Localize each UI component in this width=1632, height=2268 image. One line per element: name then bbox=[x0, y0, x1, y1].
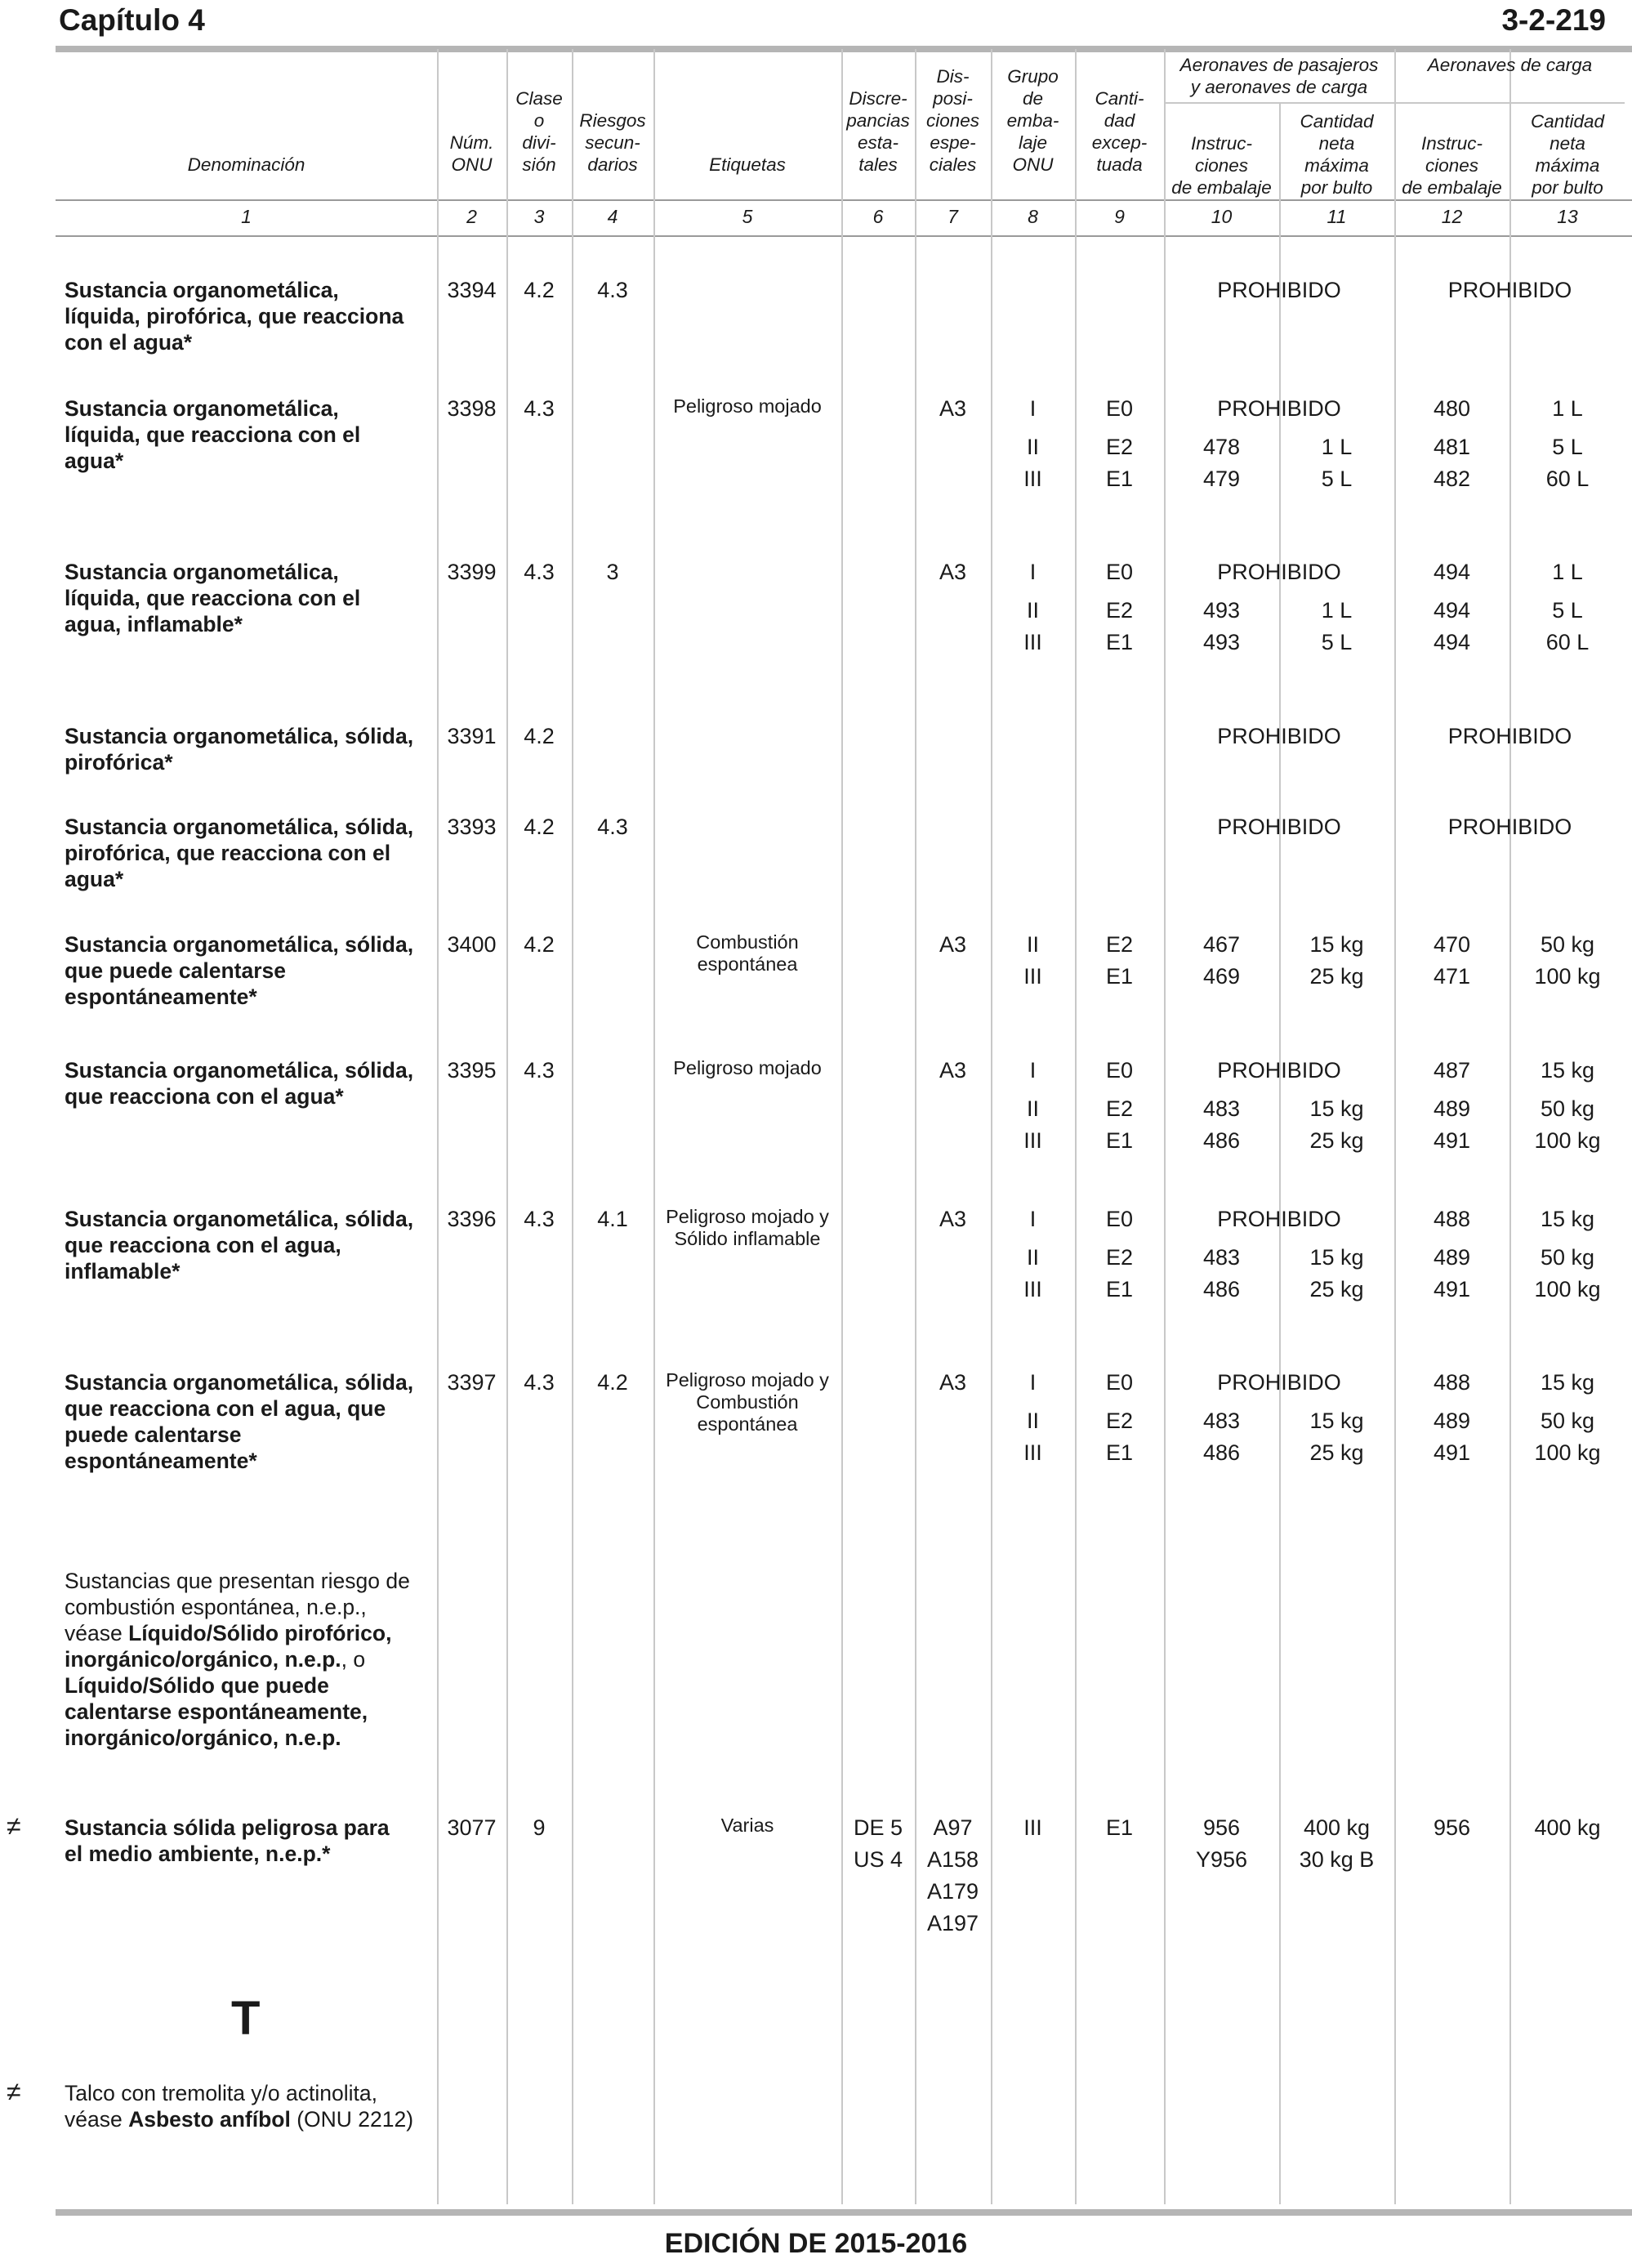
pax-packing-instruction: 493 bbox=[1202, 630, 1241, 654]
state-variation: DE 5 bbox=[853, 1815, 903, 1840]
substance-name: Sustancia organometálica, sólida, bbox=[65, 815, 414, 839]
column-number: 3 bbox=[533, 206, 545, 227]
excepted-quantity: E1 bbox=[1105, 1277, 1134, 1301]
un-number: 3400 bbox=[447, 932, 497, 957]
header-cargo-instrucciones: ciones bbox=[1425, 155, 1479, 176]
pax-packing-instruction: 483 bbox=[1202, 1409, 1241, 1433]
edition-footer: EDICIÓN DE 2015-2016 bbox=[664, 2228, 968, 2259]
header-etiquetas: Etiquetas bbox=[709, 154, 786, 175]
pax-packing-instruction: 483 bbox=[1202, 1245, 1241, 1270]
excepted-quantity: E1 bbox=[1105, 630, 1134, 654]
excepted-quantity: E0 bbox=[1105, 560, 1134, 584]
substance-name: Sustancia organometálica, bbox=[65, 560, 339, 584]
cargo-packing-instruction: 489 bbox=[1433, 1096, 1471, 1121]
substance-name: agua, inflamable* bbox=[65, 612, 243, 636]
pax-max-net-quantity: 15 kg bbox=[1309, 1409, 1364, 1433]
talc-link: Asbesto anfíbol bbox=[128, 2107, 291, 2132]
header-grupo-embalaje: emba- bbox=[1006, 110, 1059, 131]
hazard-label: Peligroso mojado bbox=[673, 1057, 822, 1078]
subsidiary-risk: 4.1 bbox=[597, 1207, 628, 1231]
packing-group: III bbox=[1023, 630, 1042, 654]
cargo-packing-instruction: 491 bbox=[1433, 1277, 1471, 1301]
header-pax-cantidad: por bulto bbox=[1300, 177, 1373, 198]
header-pax-instrucciones: Instruc- bbox=[1190, 133, 1252, 154]
cargo-max-net-quantity: 60 L bbox=[1545, 630, 1590, 654]
cargo-max-net-quantity: 5 L bbox=[1552, 598, 1583, 623]
cargo-packing-instruction: 471 bbox=[1433, 964, 1471, 989]
class-division: 4.3 bbox=[524, 1207, 555, 1231]
cargo-packing-instruction: 470 bbox=[1433, 932, 1471, 957]
substance-name: con el agua* bbox=[65, 330, 193, 355]
pax-packing-instruction: 469 bbox=[1202, 964, 1241, 989]
cargo-packing-instruction: 487 bbox=[1433, 1058, 1471, 1083]
packing-group: III bbox=[1023, 1277, 1042, 1301]
header-pax-group: Aeronaves de pasajeros bbox=[1179, 55, 1379, 75]
cargo-packing-instruction: 491 bbox=[1433, 1440, 1471, 1465]
hazard-label: espontánea bbox=[697, 953, 798, 975]
header-discrepancias: Discre- bbox=[849, 88, 907, 109]
column-number: 7 bbox=[948, 206, 958, 227]
ref-note-link: calentarse espontáneamente, bbox=[65, 1699, 368, 1724]
pax-packing-instruction: 493 bbox=[1202, 598, 1241, 623]
hazard-label: Sólido inflamable bbox=[674, 1228, 821, 1249]
ref-note-line: combustión espontánea, n.e.p., bbox=[65, 1595, 367, 1619]
pax-packing-instruction: 486 bbox=[1202, 1128, 1241, 1153]
pax-max-net-quantity: 5 L bbox=[1321, 630, 1353, 654]
cargo-max-net-quantity: 50 kg bbox=[1540, 1409, 1595, 1433]
talc-line: Talco con tremolita y/o actinolita, bbox=[65, 2081, 377, 2105]
header-cargo-instrucciones: de embalaje bbox=[1402, 177, 1502, 198]
change-mark: ≠ bbox=[7, 2077, 21, 2106]
cargo-max-net-quantity: 400 kg bbox=[1534, 1815, 1601, 1840]
header-pax-instrucciones: ciones bbox=[1194, 155, 1249, 176]
pax-packing-instruction: 956 bbox=[1202, 1815, 1241, 1840]
hazard-label: Peligroso mojado y bbox=[666, 1369, 829, 1391]
header-cantidad-exceptuada: tuada bbox=[1096, 154, 1143, 175]
class-division: 9 bbox=[533, 1815, 546, 1840]
cargo-max-net-quantity: 50 kg bbox=[1540, 1096, 1595, 1121]
cargo-max-net-quantity: 15 kg bbox=[1540, 1207, 1595, 1231]
substance-name: que reacciona con el agua, bbox=[65, 1233, 341, 1257]
header-pax-instrucciones: de embalaje bbox=[1171, 177, 1272, 198]
pax-max-net-quantity: 400 kg bbox=[1303, 1815, 1371, 1840]
substance-name: Sustancia organometálica, bbox=[65, 396, 339, 421]
cargo-max-net-quantity: 100 kg bbox=[1534, 1440, 1601, 1465]
header-clase: o bbox=[533, 110, 545, 131]
header-discrepancias: pancias bbox=[846, 110, 910, 131]
table-vline bbox=[841, 235, 843, 2204]
excepted-quantity: E2 bbox=[1105, 1409, 1134, 1433]
header-num-onu: Núm. bbox=[449, 132, 494, 153]
header-num-onu: ONU bbox=[451, 154, 493, 175]
hazard-label: Varias bbox=[720, 1815, 774, 1836]
cargo-packing-instruction: 488 bbox=[1433, 1207, 1471, 1231]
excepted-quantity: E1 bbox=[1105, 1815, 1134, 1840]
header-cargo-cantidad: neta bbox=[1550, 133, 1585, 154]
header-riesgos: darios bbox=[587, 154, 638, 175]
packing-group: III bbox=[1023, 1440, 1042, 1465]
special-provision: A3 bbox=[939, 932, 967, 957]
header-pax-group: y aeronaves de carga bbox=[1190, 77, 1368, 97]
ref-note-link: inorgánico/orgánico, n.e.p. bbox=[65, 1726, 341, 1750]
pax-max-net-quantity: 15 kg bbox=[1309, 1245, 1364, 1270]
un-number: 3395 bbox=[447, 1058, 497, 1083]
chapter-title: Capítulo 4 bbox=[59, 3, 205, 37]
header-cargo-cantidad: máxima bbox=[1535, 155, 1600, 176]
hazard-label: Peligroso mojado y bbox=[666, 1206, 829, 1227]
substance-name: líquida, que reacciona con el bbox=[65, 422, 361, 447]
excepted-quantity: E2 bbox=[1105, 435, 1134, 459]
packing-group: II bbox=[1026, 598, 1039, 623]
header-discrepancias: esta- bbox=[857, 132, 899, 153]
header-denominacion: Denominación bbox=[187, 154, 305, 175]
subsidiary-risk: 4.3 bbox=[597, 278, 628, 302]
column-number: 1 bbox=[241, 206, 252, 227]
page-number: 3-2-219 bbox=[1501, 3, 1606, 37]
pax-packing-instruction: 486 bbox=[1202, 1440, 1241, 1465]
pax-packing-instruction: 479 bbox=[1202, 467, 1241, 491]
header-riesgos: secun- bbox=[585, 132, 640, 153]
header-disposiciones: ciones bbox=[925, 110, 980, 131]
un-number: 3399 bbox=[447, 560, 497, 584]
talc-text: véase bbox=[65, 2107, 129, 2132]
un-number: 3398 bbox=[447, 396, 497, 421]
pax-packing-instruction: 483 bbox=[1202, 1096, 1241, 1121]
packing-group: II bbox=[1026, 932, 1039, 957]
cargo-prohibited: PROHIBIDO bbox=[1447, 724, 1572, 748]
excepted-quantity: E1 bbox=[1105, 1440, 1134, 1465]
special-provision: A3 bbox=[939, 1058, 967, 1083]
un-number: 3077 bbox=[447, 1815, 497, 1840]
substance-name: espontáneamente* bbox=[65, 1449, 257, 1473]
class-division: 4.3 bbox=[524, 396, 555, 421]
excepted-quantity: E0 bbox=[1105, 396, 1134, 421]
ref-note-line: Sustancias que presentan riesgo de bbox=[65, 1569, 410, 1593]
pax-max-net-quantity: 25 kg bbox=[1309, 1440, 1364, 1465]
class-division: 4.2 bbox=[524, 932, 555, 957]
column-number: 12 bbox=[1441, 206, 1463, 227]
substance-name: líquida, pirofórica, que reacciona bbox=[65, 304, 404, 328]
substance-name: pirofórica* bbox=[65, 750, 173, 775]
substance-name: Sustancia organometálica, sólida, bbox=[65, 932, 414, 957]
header-disposiciones: posi- bbox=[933, 88, 973, 109]
pax-prohibited: PROHIBIDO bbox=[1217, 1207, 1341, 1231]
pax-prohibited: PROHIBIDO bbox=[1217, 1058, 1341, 1083]
pax-prohibited: PROHIBIDO bbox=[1217, 815, 1341, 839]
cargo-packing-instruction: 491 bbox=[1433, 1128, 1471, 1153]
cargo-packing-instruction: 481 bbox=[1433, 435, 1471, 459]
pax-packing-instruction: 467 bbox=[1202, 932, 1241, 957]
cargo-max-net-quantity: 60 L bbox=[1545, 467, 1590, 491]
substance-name: puede calentarse bbox=[65, 1422, 242, 1447]
special-provision: A197 bbox=[926, 1911, 979, 1935]
substance-name: que puede calentarse bbox=[65, 958, 286, 983]
cargo-max-net-quantity: 100 kg bbox=[1534, 964, 1601, 989]
pax-prohibited: PROHIBIDO bbox=[1217, 278, 1341, 302]
header-cargo-instrucciones: Instruc- bbox=[1420, 133, 1483, 154]
un-number: 3391 bbox=[447, 724, 497, 748]
cargo-packing-instruction: 489 bbox=[1433, 1409, 1471, 1433]
header-grupo-embalaje: ONU bbox=[1012, 154, 1054, 175]
excepted-quantity: E2 bbox=[1105, 932, 1134, 957]
cargo-packing-instruction: 494 bbox=[1433, 560, 1471, 584]
header-pax-cantidad: neta bbox=[1318, 133, 1355, 154]
special-provision: A3 bbox=[939, 396, 967, 421]
ref-note-link: Líquido/Sólido pirofórico, bbox=[128, 1621, 392, 1645]
cargo-max-net-quantity: 15 kg bbox=[1540, 1370, 1595, 1395]
cargo-packing-instruction: 489 bbox=[1433, 1245, 1471, 1270]
excepted-quantity: E1 bbox=[1105, 1128, 1134, 1153]
cargo-packing-instruction: 482 bbox=[1433, 467, 1471, 491]
table-vline bbox=[1509, 49, 1511, 2204]
special-provision: A3 bbox=[939, 1370, 967, 1395]
pax-prohibited: PROHIBIDO bbox=[1217, 396, 1341, 421]
header-pax-cantidad: Cantidad bbox=[1300, 111, 1374, 132]
change-mark: ≠ bbox=[7, 1811, 21, 1841]
substance-name: Sustancia organometálica, sólida, bbox=[65, 1058, 414, 1083]
substance-name: Sustancia organometálica, sólida, bbox=[65, 1207, 414, 1231]
packing-group: III bbox=[1023, 1815, 1042, 1840]
substance-name: Sustancia organometálica, sólida, bbox=[65, 1370, 414, 1395]
subsidiary-risk: 3 bbox=[606, 560, 619, 584]
state-variation: US 4 bbox=[853, 1847, 903, 1872]
cargo-packing-instruction: 480 bbox=[1433, 396, 1471, 421]
substance-name: agua* bbox=[65, 867, 124, 891]
bottom-rule bbox=[56, 2209, 1632, 2216]
packing-group: I bbox=[1029, 1370, 1037, 1395]
un-number: 3393 bbox=[447, 815, 497, 839]
substance-name: líquida, que reacciona con el bbox=[65, 586, 361, 610]
header-grupo-embalaje: Grupo bbox=[1007, 66, 1059, 87]
packing-group: II bbox=[1026, 1245, 1039, 1270]
excepted-quantity: E2 bbox=[1105, 1245, 1134, 1270]
excepted-quantity: E0 bbox=[1105, 1058, 1134, 1083]
special-provision: A158 bbox=[926, 1847, 979, 1872]
header-pax-cantidad: máxima bbox=[1304, 155, 1369, 176]
cargo-max-net-quantity: 1 L bbox=[1552, 560, 1583, 584]
header-cantidad-exceptuada: excep- bbox=[1091, 132, 1148, 153]
substance-name: que reacciona con el agua* bbox=[65, 1084, 344, 1109]
special-provision: A3 bbox=[939, 560, 967, 584]
cargo-packing-instruction: 494 bbox=[1433, 630, 1471, 654]
header-disposiciones: Dis- bbox=[936, 66, 970, 87]
packing-group: I bbox=[1029, 396, 1037, 421]
header-discrepancias: tales bbox=[858, 154, 898, 175]
hazard-label: espontánea bbox=[697, 1413, 798, 1435]
packing-group: II bbox=[1026, 1409, 1039, 1433]
packing-group: III bbox=[1023, 1128, 1042, 1153]
substance-name: que reacciona con el agua, que bbox=[65, 1396, 386, 1421]
pax-packing-instruction: 478 bbox=[1202, 435, 1241, 459]
pax-max-net-quantity: 25 kg bbox=[1309, 1128, 1364, 1153]
column-number: 13 bbox=[1557, 206, 1578, 227]
excepted-quantity: E1 bbox=[1105, 467, 1134, 491]
cargo-max-net-quantity: 5 L bbox=[1552, 435, 1583, 459]
cargo-max-net-quantity: 15 kg bbox=[1540, 1058, 1595, 1083]
packing-group: I bbox=[1029, 1058, 1037, 1083]
subsidiary-risk: 4.3 bbox=[597, 815, 628, 839]
excepted-quantity: E0 bbox=[1105, 1207, 1134, 1231]
cargo-packing-instruction: 494 bbox=[1433, 598, 1471, 623]
talc-text: (ONU 2212) bbox=[290, 2107, 414, 2132]
ref-note-text: , o bbox=[341, 1647, 366, 1672]
ref-note-text: véase bbox=[65, 1621, 129, 1645]
class-division: 4.2 bbox=[524, 724, 555, 748]
cargo-max-net-quantity: 1 L bbox=[1552, 396, 1583, 421]
pax-max-net-quantity: 30 kg B bbox=[1299, 1847, 1375, 1872]
column-number: 6 bbox=[872, 206, 884, 227]
cargo-packing-instruction: 488 bbox=[1433, 1370, 1471, 1395]
pax-max-net-quantity: 5 L bbox=[1321, 467, 1353, 491]
class-division: 4.2 bbox=[524, 278, 555, 302]
cargo-packing-instruction: 956 bbox=[1433, 1815, 1471, 1840]
subsidiary-risk: 4.2 bbox=[597, 1370, 628, 1395]
cargo-max-net-quantity: 100 kg bbox=[1534, 1277, 1601, 1301]
pax-prohibited: PROHIBIDO bbox=[1217, 1370, 1341, 1395]
header-grupo-embalaje: laje bbox=[1018, 132, 1048, 153]
header-cargo-cantidad: Cantidad bbox=[1530, 111, 1605, 132]
header-cargo-cantidad: por bulto bbox=[1532, 177, 1603, 198]
ref-note-link: Líquido/Sólido que puede bbox=[65, 1673, 329, 1698]
hazard-label: Peligroso mojado bbox=[673, 395, 822, 417]
column-number: 8 bbox=[1028, 206, 1038, 227]
header-cargo-group: Aeronaves de carga bbox=[1427, 55, 1593, 75]
pax-max-net-quantity: 25 kg bbox=[1309, 964, 1364, 989]
substance-name: inflamable* bbox=[65, 1259, 181, 1284]
special-provision: A3 bbox=[939, 1207, 967, 1231]
class-division: 4.3 bbox=[524, 1370, 555, 1395]
excepted-quantity: E0 bbox=[1105, 1370, 1134, 1395]
packing-group: II bbox=[1026, 435, 1039, 459]
substance-name: agua* bbox=[65, 449, 124, 473]
header-disposiciones: ciales bbox=[929, 154, 977, 175]
pax-prohibited: PROHIBIDO bbox=[1217, 724, 1341, 748]
hazard-label: Combustión bbox=[696, 931, 799, 953]
class-division: 4.3 bbox=[524, 1058, 555, 1083]
ref-note-link: inorgánico/orgánico, n.e.p. bbox=[65, 1647, 341, 1672]
column-number: 11 bbox=[1327, 206, 1347, 227]
substance-name: Sustancia organometálica, bbox=[65, 278, 339, 302]
header-clase: sión bbox=[522, 154, 556, 175]
cargo-prohibited: PROHIBIDO bbox=[1447, 278, 1572, 302]
cargo-max-net-quantity: 50 kg bbox=[1540, 932, 1595, 957]
cargo-prohibited: PROHIBIDO bbox=[1447, 815, 1572, 839]
substance-name: espontáneamente* bbox=[65, 984, 257, 1009]
packing-group: I bbox=[1029, 560, 1037, 584]
substance-name: Sustancia organometálica, sólida, bbox=[65, 724, 414, 748]
header-cantidad-exceptuada: Canti- bbox=[1095, 88, 1144, 109]
header-clase: divi- bbox=[522, 132, 556, 153]
column-number: 5 bbox=[742, 206, 753, 227]
excepted-quantity: E1 bbox=[1105, 964, 1134, 989]
special-provision: A179 bbox=[926, 1879, 979, 1904]
pax-max-net-quantity: 1 L bbox=[1321, 598, 1353, 623]
un-number: 3396 bbox=[447, 1207, 497, 1231]
cargo-max-net-quantity: 50 kg bbox=[1540, 1245, 1595, 1270]
column-number: 10 bbox=[1211, 206, 1233, 227]
header-grupo-embalaje: de bbox=[1022, 88, 1044, 109]
section-letter: T bbox=[231, 1992, 261, 2045]
header-disposiciones: espe- bbox=[930, 132, 976, 153]
substance-name: pirofórica, que reacciona con el bbox=[65, 841, 391, 865]
un-number: 3397 bbox=[447, 1370, 497, 1395]
pax-prohibited: PROHIBIDO bbox=[1217, 560, 1341, 584]
pax-max-net-quantity: 15 kg bbox=[1309, 932, 1364, 957]
column-number: 9 bbox=[1114, 206, 1125, 227]
pax-max-net-quantity: 15 kg bbox=[1309, 1096, 1364, 1121]
pax-packing-instruction: Y956 bbox=[1195, 1847, 1248, 1872]
hazard-label: Combustión bbox=[696, 1391, 799, 1413]
header-clase: Clase bbox=[515, 88, 563, 109]
packing-group: III bbox=[1023, 964, 1042, 989]
substance-name: el medio ambiente, n.e.p.* bbox=[65, 1842, 331, 1866]
pax-max-net-quantity: 25 kg bbox=[1309, 1277, 1364, 1301]
header-riesgos: Riesgos bbox=[579, 110, 646, 131]
special-provision: A97 bbox=[933, 1815, 973, 1840]
class-division: 4.3 bbox=[524, 560, 555, 584]
column-number: 2 bbox=[466, 206, 477, 227]
excepted-quantity: E2 bbox=[1105, 1096, 1134, 1121]
cargo-max-net-quantity: 100 kg bbox=[1534, 1128, 1601, 1153]
packing-group: III bbox=[1023, 467, 1042, 491]
packing-group: II bbox=[1026, 1096, 1039, 1121]
class-division: 4.2 bbox=[524, 815, 555, 839]
pax-max-net-quantity: 1 L bbox=[1321, 435, 1353, 459]
excepted-quantity: E2 bbox=[1105, 598, 1134, 623]
column-number: 4 bbox=[607, 206, 618, 227]
pax-packing-instruction: 486 bbox=[1202, 1277, 1241, 1301]
un-number: 3394 bbox=[447, 278, 497, 302]
header-cantidad-exceptuada: dad bbox=[1104, 110, 1135, 131]
packing-group: I bbox=[1029, 1207, 1037, 1231]
substance-name: Sustancia sólida peligrosa para bbox=[65, 1815, 390, 1840]
